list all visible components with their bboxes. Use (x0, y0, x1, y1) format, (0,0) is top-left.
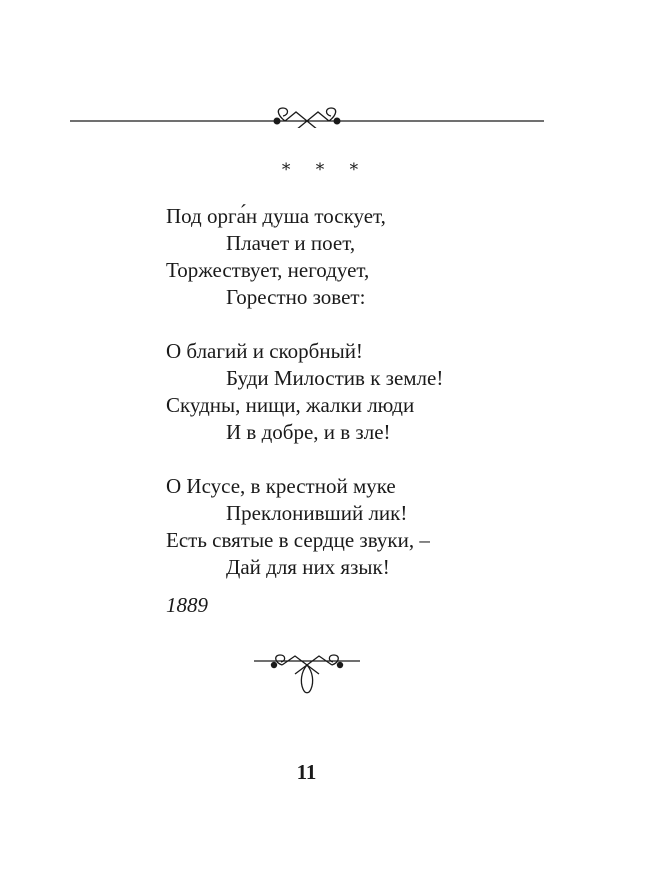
poem-line: Есть святые в сердце звуки, – (166, 528, 430, 552)
poem-line: Буди Милостив к земле! (226, 366, 444, 390)
stanza-gap (166, 446, 586, 473)
flourish-divider-icon (70, 100, 544, 128)
poem-year: 1889 (166, 593, 208, 617)
poem-line: Преклонивший лик! (226, 501, 408, 525)
poem-line: Горестно зовет: (226, 285, 366, 309)
flourish-tailpiece-icon (254, 652, 360, 698)
poem-line: Под орга́н душа тоскует, (166, 204, 386, 228)
poem-line: И в добре, и в зле! (226, 420, 391, 444)
stanza-gap (166, 311, 586, 338)
poem-line: Торжествует, негодует, (166, 258, 370, 282)
poem-line: Дай для них язык! (226, 555, 390, 579)
poem-body (166, 203, 586, 581)
section-separator: * * * (281, 160, 369, 180)
page-number: 11 (296, 760, 317, 784)
poem-line: О благий и скорбный! (166, 339, 363, 363)
poem-line: Скудны, нищи, жалки люди (166, 393, 415, 417)
poem-line: О Исусе, в крестной муке (166, 474, 396, 498)
poem-line: Плачет и поет, (226, 231, 356, 255)
